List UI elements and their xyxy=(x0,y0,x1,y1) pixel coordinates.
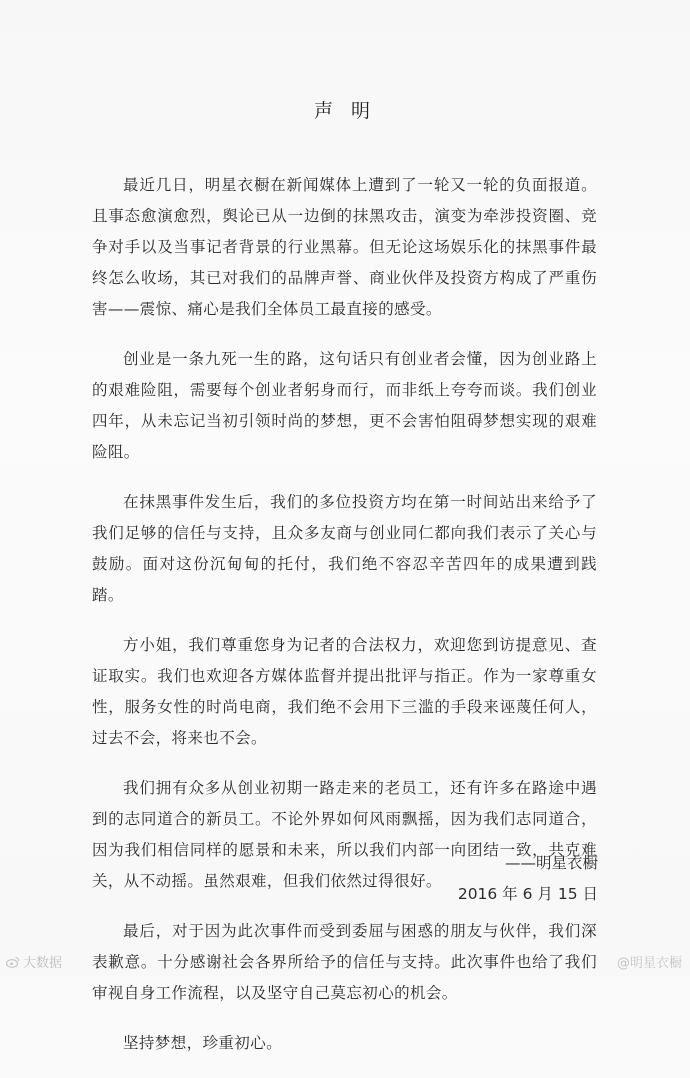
paragraph: 最后，对于因为此次事件而受到委屈与困惑的朋友与伙伴，我们深表歉意。十分感谢社会各界所给予的信任与支持。此次事件也给了我们审视自身工作流程，以及坚守自己莫忘初心的机会。 xyxy=(92,922,597,1002)
weibo-logo-icon xyxy=(6,956,20,968)
watermark-left-text: 大数据 xyxy=(23,956,63,971)
paragraph: 在抹黑事件发生后，我们的多位投资方均在第一时间站出来给予了我们足够的信任与支持，且众多友商与创业同仁都向我们表示了关心与鼓励。面对这份沉甸甸的托付，我们绝不容忍辛苦四年的成果遭到践踏。 xyxy=(92,493,597,604)
signature-name: ——明星衣橱 xyxy=(504,854,598,872)
paragraph: 我们拥有众多从创业初期一路走来的老员工，还有许多在路途中遇到的志同道合的新员工。不论外界如何风雨飘摇，因为我们志同道合，因为我们相信同样的愿景和未来，所以我们内部一向团结一致，共克难关，从不动摇。虽然艰难，但我们依然过得很好。 xyxy=(92,779,597,890)
signature-date: 2016 年 6 月 15 日 xyxy=(457,885,598,903)
paragraph: 方小姐，我们尊重您身为记者的合法权力，欢迎您到访提意见、查证取实。我们也欢迎各方媒体监督并提出批评与指正。作为一家尊重女性，服务女性的时尚电商，我们绝不会用下三滥的手段来诬蔑任何人，过去不会，将来也不会。 xyxy=(92,636,597,747)
paragraph: 坚持梦想，珍重初心。 xyxy=(123,1034,283,1052)
document-title: 声 明 xyxy=(313,100,377,122)
paragraph: 最近几日，明星衣橱在新闻媒体上遭到了一轮又一轮的负面报道。且事态愈演愈烈，舆论已从一边倒的抹黑攻击，演变为牵涉投资圈、竞争对手以及当事记者背景的行业黑幕。但无论这场娱乐化的抹黑事件最终怎么收场，其已对我们的品牌声誉、商业伙伴及投资方构成了严重伤害——震惊、痛心是我们全体员工最直接的感受。 xyxy=(92,176,597,318)
signature-block xyxy=(458,848,598,910)
document-body xyxy=(92,170,597,1078)
watermark-left xyxy=(6,952,62,971)
paragraph: 创业是一条九死一生的路，这句话只有创业者会懂，因为创业路上的艰难险阻，需要每个创业者躬身而行，而非纸上夸夸而谈。我们创业四年，从未忘记当初引领时尚的梦想，更不会害怕阻碍梦想实现的艰难险阻。 xyxy=(92,350,597,461)
watermark-right: @明星衣橱 xyxy=(616,956,682,971)
